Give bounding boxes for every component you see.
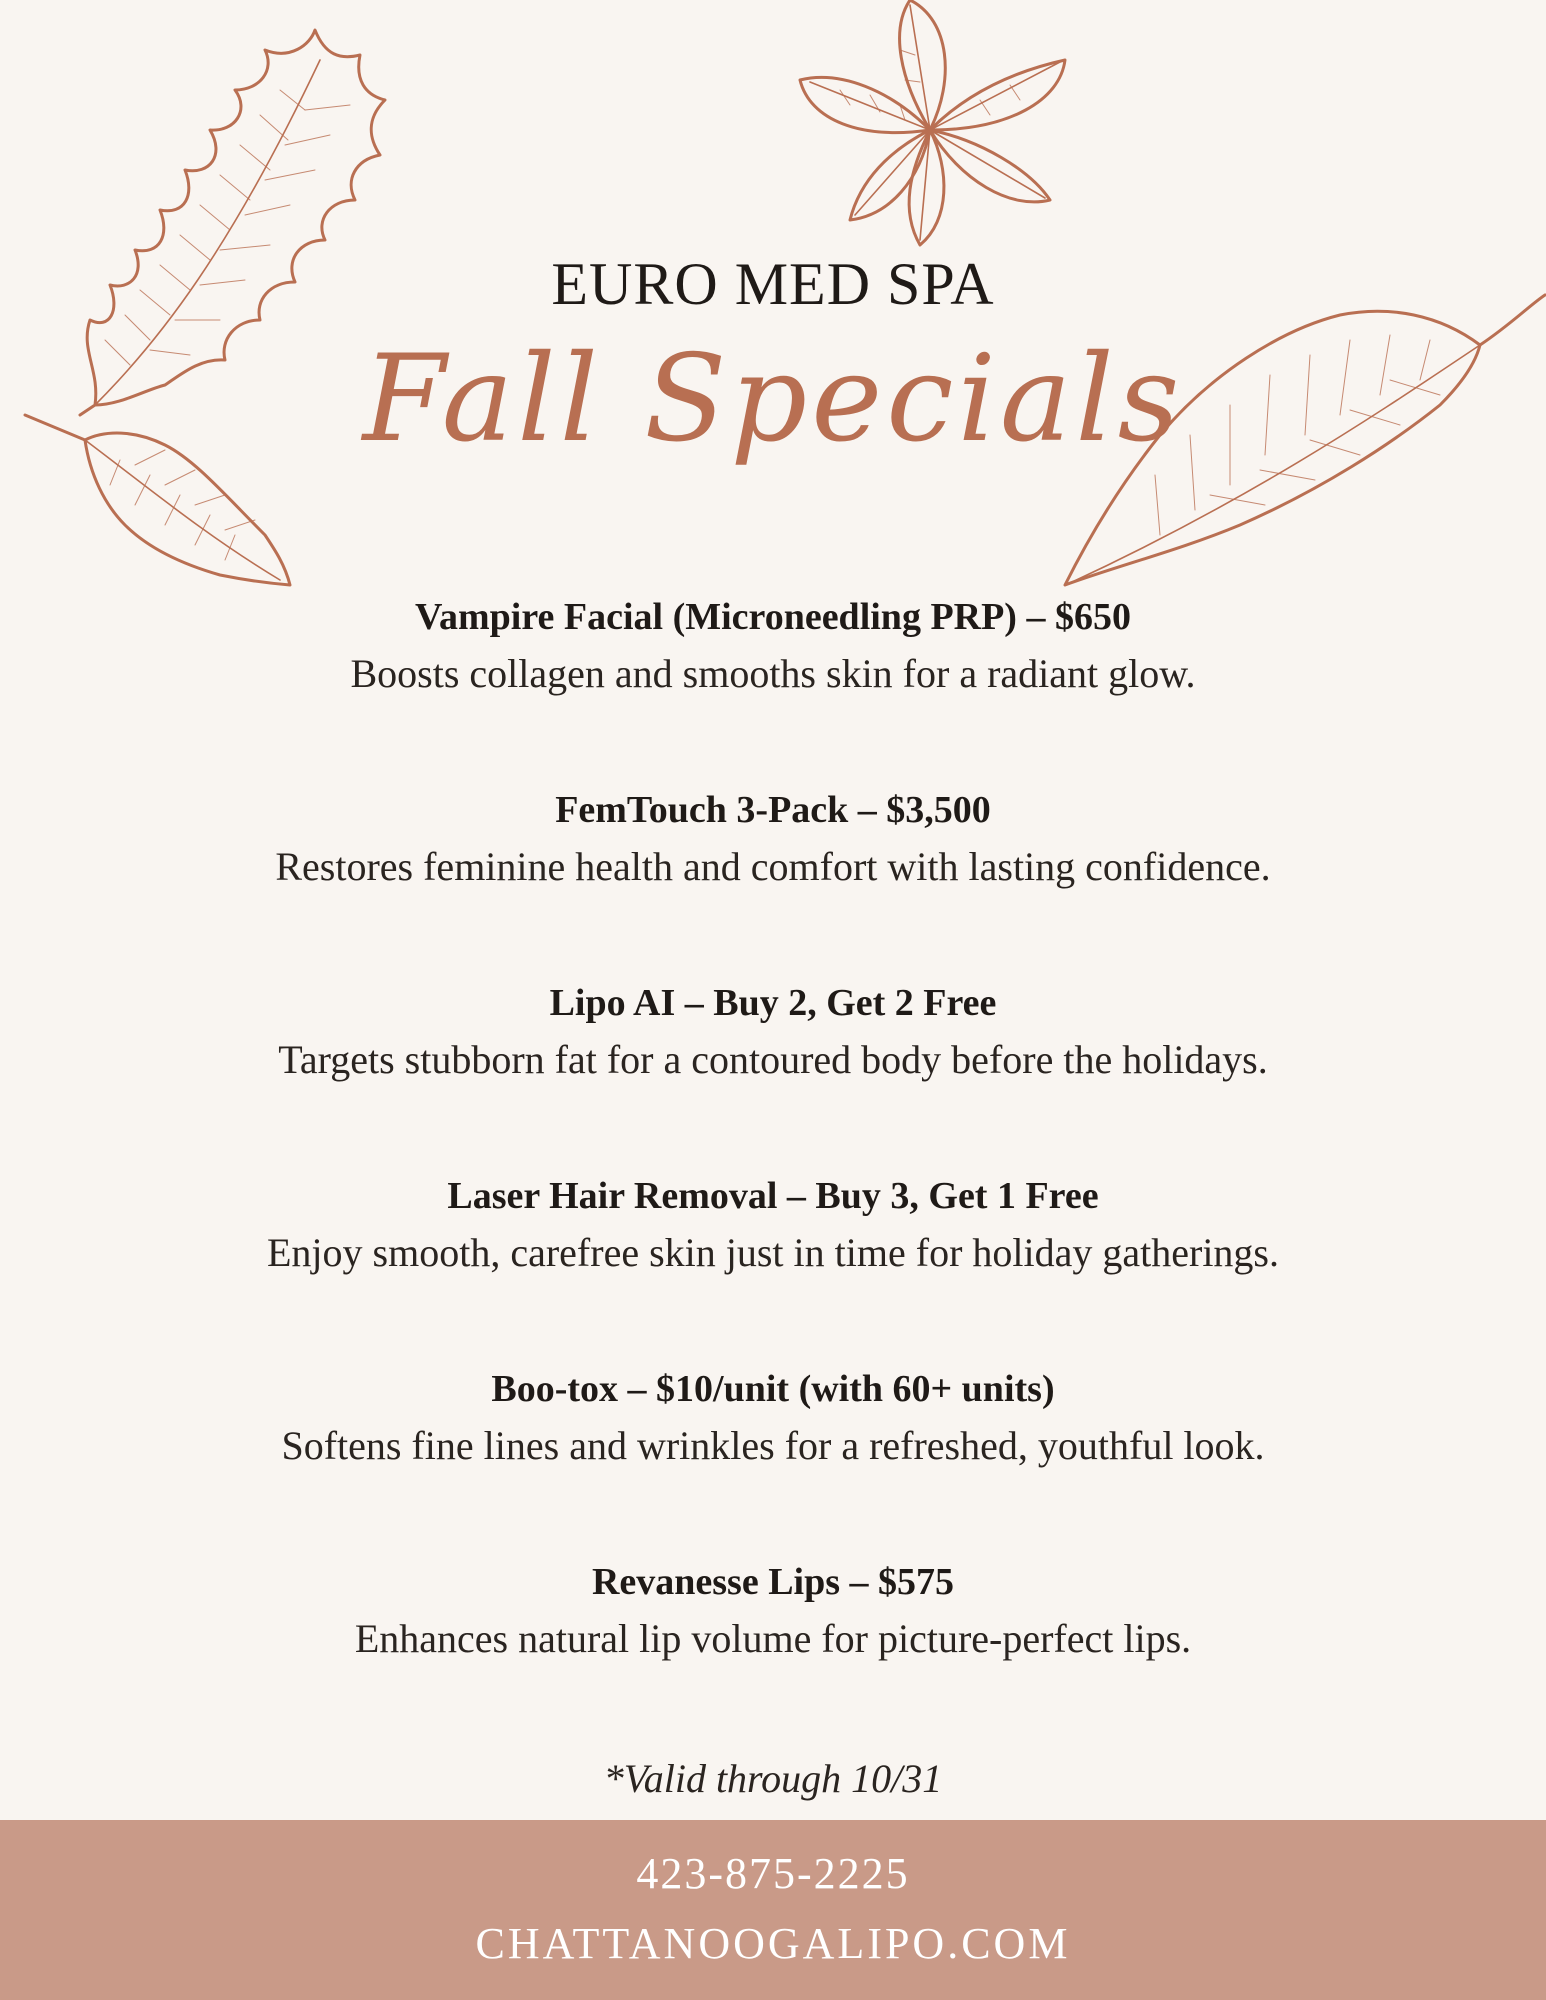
valid-note: *Valid through 10/31 <box>603 1756 943 1801</box>
offer-item <box>0 783 1546 976</box>
website-link[interactable]: CHATTANOOGALIPO.COM <box>475 1919 1071 1968</box>
offer-item <box>0 1169 1546 1362</box>
offer-title: Boo-tox – $10/unit (with 60+ units) <box>491 1368 1055 1410</box>
offer-description: Enjoy smooth, carefree skin just in time for holiday gatherings. <box>267 1230 1279 1275</box>
brand-name: EURO MED SPA <box>551 251 995 317</box>
offer-title: Vampire Facial (Microneedling PRP) – $650 <box>415 596 1131 638</box>
offer-item <box>0 976 1546 1169</box>
phone-number[interactable]: 423-875-2225 <box>636 1849 910 1898</box>
offer-item <box>0 1362 1546 1555</box>
footer-band <box>0 1820 1546 2000</box>
offer-description: Softens fine lines and wrinkles for a refreshed, youthful look. <box>281 1423 1265 1468</box>
offer-description: Targets stubborn fat for a contoured body before the holidays. <box>278 1037 1268 1082</box>
chestnut-leaf-icon <box>780 0 1080 250</box>
offer-description: Restores feminine health and comfort with lasting confidence. <box>275 844 1271 889</box>
offer-item <box>0 590 1546 783</box>
offer-description: Enhances natural lip volume for picture-perfect lips. <box>354 1616 1192 1661</box>
offer-list <box>0 590 1546 1748</box>
offer-title: Laser Hair Removal – Buy 3, Get 1 Free <box>447 1175 1099 1217</box>
offer-title: Lipo AI – Buy 2, Get 2 Free <box>549 982 997 1024</box>
offer-title: FemTouch 3-Pack – $3,500 <box>555 789 991 831</box>
offer-description: Boosts collagen and smooths skin for a radiant glow. <box>350 651 1196 696</box>
headline: Fall Specials <box>362 330 1184 469</box>
offer-title: Revanesse Lips – $575 <box>591 1561 955 1603</box>
offer-item <box>0 1555 1546 1748</box>
